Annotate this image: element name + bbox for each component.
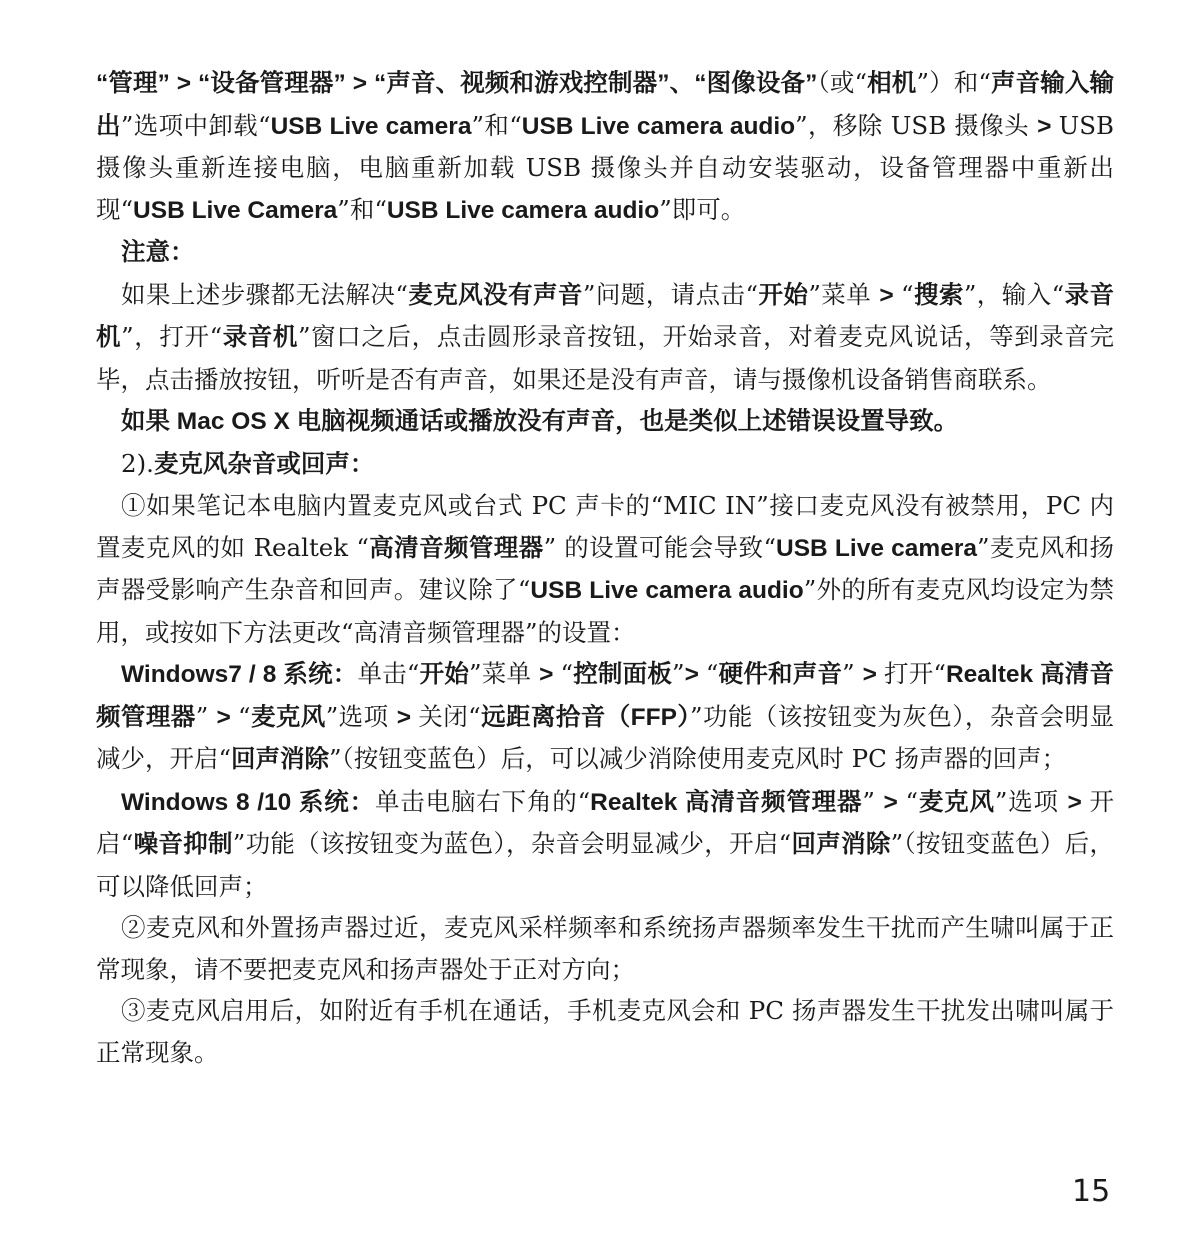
paragraph-item-2	[96, 907, 1114, 990]
bold-text-run: >	[216, 703, 238, 731]
text-run: “	[560, 659, 574, 688]
bold-text-run: 噪音抑制	[133, 831, 233, 858]
text-run: ”功能（该按钮变为蓝色），杂音会明显减少，开启“	[232, 829, 792, 858]
bold-text-run: 麦克风没有声音	[407, 281, 583, 309]
text-run: ”，移除 USB 摄像头	[795, 110, 1038, 140]
text-run: “	[900, 279, 914, 309]
text-run: ”和“	[337, 194, 387, 224]
bold-text-run: Realtek 高清音频管理器	[590, 788, 863, 816]
paragraph-item-3	[96, 990, 1114, 1073]
bold-text-run: USB Live Camera	[133, 196, 338, 224]
text-run: USB 摄像头重新连接电脑，电脑重新加载 USB 摄像头并自动安装驱动，设备管理器中重新出现“	[96, 110, 1114, 224]
text-run: ”菜单	[808, 279, 880, 309]
text-run: “	[905, 786, 918, 816]
text-run: 打开“	[884, 659, 946, 688]
text-run: ”外的所有麦克风均设定为禁用，或按如下方法更改“高清音频管理器”的设置：	[96, 575, 1115, 647]
bold-text-run: 开始	[419, 661, 470, 688]
text-run: “	[238, 701, 251, 731]
bold-text-run: USB Live camera audio	[521, 112, 796, 140]
text-run: 2).	[121, 448, 154, 478]
bold-text-run: 麦克风杂音或回声：	[153, 450, 375, 478]
bold-text-run: 相机	[867, 70, 917, 97]
text-run: ”）和“	[916, 68, 991, 97]
text-run: 如果上述步骤都无法解决“	[121, 279, 408, 309]
text-run: ”	[195, 701, 217, 731]
bold-text-run: >	[1037, 112, 1059, 140]
text-run: ”菜单	[469, 659, 540, 688]
text-run: 单击“	[357, 659, 420, 688]
text-run: ”和“	[471, 110, 522, 140]
paragraph-1	[96, 62, 1114, 231]
bold-text-run: 回声消除	[791, 831, 891, 858]
document-body	[96, 62, 1114, 1073]
text-run: ”	[842, 659, 863, 688]
bold-text-run: 麦克风	[918, 788, 995, 816]
bold-text-run: >	[883, 788, 906, 816]
bold-text-run: 录音机	[96, 281, 1115, 351]
text-run: ”	[862, 786, 884, 816]
bold-text-run: >	[879, 281, 901, 309]
text-run: ”（按钮变蓝色）后，可以降低回声；	[96, 829, 1115, 901]
text-run: ”功能（该按钮变为灰色），杂音会明显减少，开启“	[96, 701, 1114, 773]
bold-text-run: 录音机	[222, 324, 299, 351]
paragraph-note-heading	[96, 231, 1114, 274]
text-run: ”，输入“	[963, 279, 1065, 309]
text-run: ”问题，请点击“	[582, 279, 758, 309]
bold-text-run: >	[396, 703, 419, 731]
page-number: 15	[1072, 1174, 1111, 1209]
bold-text-run: USB Live camera audio	[530, 577, 804, 604]
text-run: ”选项	[325, 701, 397, 731]
bold-text-run: 回声消除	[231, 746, 330, 773]
bold-text-run: >	[862, 661, 884, 688]
text-run: （或“	[817, 68, 868, 97]
text-run: 开启“	[96, 786, 1114, 858]
text-run: ”即可。	[659, 194, 746, 224]
bold-text-run: Windows7 / 8 系统：	[121, 661, 358, 688]
bold-text-run: >	[539, 661, 561, 688]
paragraph-windows8-10	[96, 781, 1114, 908]
text-run: ”窗口之后，点击圆形录音按钮，开始录音，对着麦克风说话，等到录音完毕，点击播放按钮，听听是否有声音，如果还是没有声音，请与摄像机设备销售商联系。	[96, 322, 1114, 394]
text-run: ③麦克风启用后，如附近有手机在通话，手机麦克风会和 PC 扬声器发生干扰发出啸叫属于正常现象。	[96, 996, 1114, 1067]
paragraph-windows7-8	[96, 653, 1114, 781]
text-run: 单击电脑右下角的“	[374, 786, 591, 816]
paragraph-3	[96, 274, 1114, 401]
bold-text-run: Realtek 高清音频管理器	[96, 661, 1115, 731]
paragraph-section-2-heading	[96, 443, 1114, 486]
text-run: ”麦克风和扬声器受影响产生杂音和回声。建议除了“	[96, 532, 1115, 604]
text-run: ”选项中卸载“	[120, 110, 271, 140]
bold-text-run: USB Live camera	[270, 112, 472, 140]
bold-text-run: 注意：	[121, 239, 195, 266]
text-run: 关闭“	[418, 701, 481, 731]
text-run: ”，打开“	[121, 322, 223, 351]
bold-text-run: USB Live camera	[776, 534, 977, 562]
bold-text-run: 如果 Mac OS X 电脑视频通话或播放没有声音，也是类似上述错误设置导致。	[121, 408, 959, 435]
bold-text-run: 硬件和声音	[718, 661, 843, 688]
paragraph-mac-note	[96, 400, 1114, 443]
bold-text-run: 开始	[758, 281, 809, 309]
bold-text-run: >	[684, 661, 706, 688]
bold-text-run: 高清音频管理器	[368, 534, 544, 562]
text-run: ②麦克风和外置扬声器过近，麦克风采样频率和系统扬声器频率发生干扰而产生啸叫属于正常现象，请不要把麦克风和扬声器处于正对方向；	[96, 913, 1114, 984]
bold-text-run: “管理” > “设备管理器” > “声音、视频和游戏控制器”、“图像设备”	[96, 70, 818, 97]
bold-text-run: 声音输入输出	[96, 70, 1115, 140]
text-run: ”	[672, 659, 685, 688]
bold-text-run: 远距离拾音（FFP）	[480, 703, 691, 731]
bold-text-run: 控制面板	[573, 661, 673, 688]
text-run: ①如果笔记本电脑内置麦克风或台式 PC 声卡的“MIC IN”接口麦克风没有被禁用，PC 内置麦克风的如 Realtek “	[96, 491, 1114, 562]
bold-text-run: Windows 8 /10 系统：	[121, 788, 375, 816]
bold-text-run: >	[1067, 788, 1090, 816]
paragraph-item-1	[96, 485, 1114, 653]
text-run: ”选项	[994, 786, 1068, 816]
text-run: ”（按钮变蓝色）后，可以减少消除使用麦克风时 PC 扬声器的回声；	[329, 744, 1067, 773]
bold-text-run: 麦克风	[250, 703, 326, 731]
text-run: “	[705, 659, 719, 688]
text-run: ” 的设置可能会导致“	[543, 532, 776, 562]
bold-text-run: 搜索	[913, 281, 964, 309]
bold-text-run: USB Live camera audio	[386, 196, 660, 224]
